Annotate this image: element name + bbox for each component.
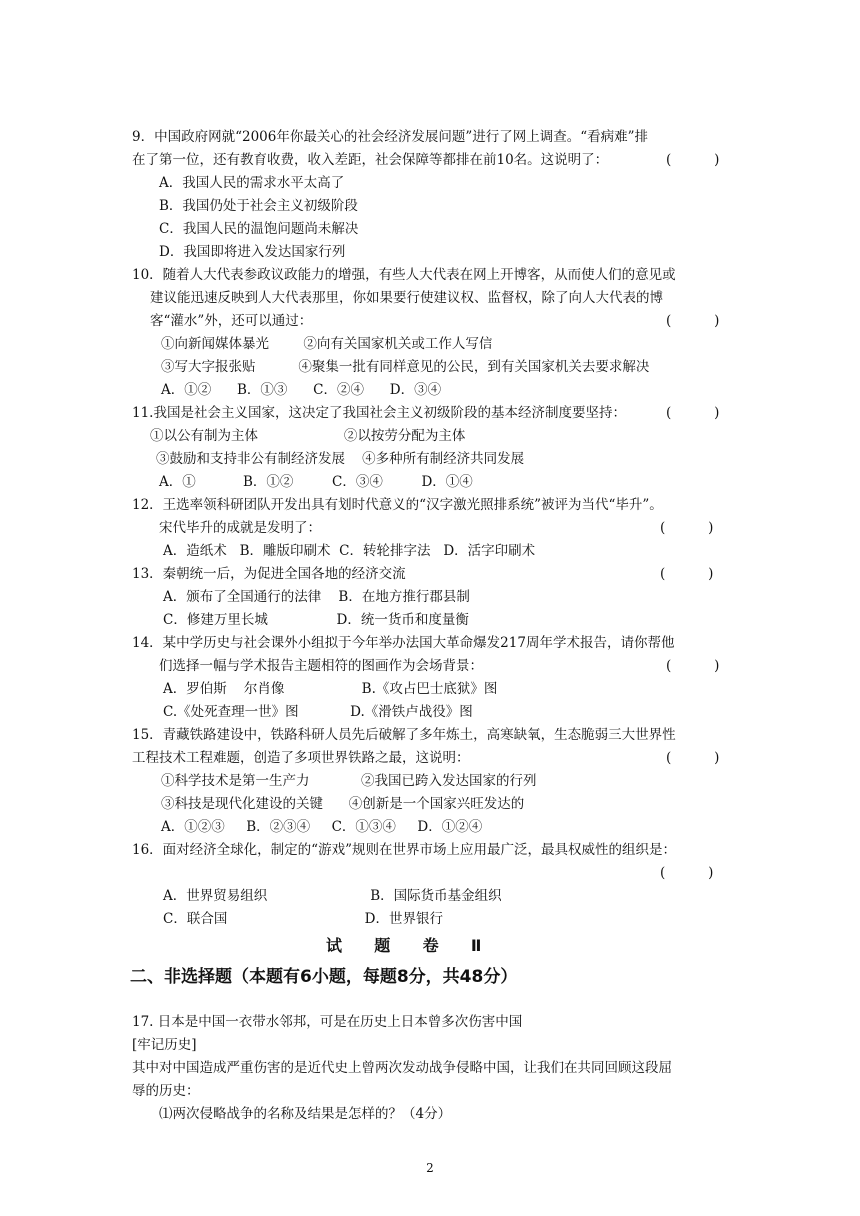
q12-answer-paren: ( ) xyxy=(660,520,714,536)
part2-title: 试 题 卷 Ⅱ xyxy=(326,936,484,955)
q10-items-row1: ①向新闻媒体暴光 ②向有关国家机关或工作人写信 xyxy=(161,336,493,352)
q14-line2: 们选择一幅与学术报告主题相符的图画作为会场背景： xyxy=(159,658,483,674)
q13-line1: 13．秦朝统一后，为促进全国各地的经济交流 xyxy=(132,566,406,582)
q11-answer-paren: ( ) xyxy=(666,405,720,421)
q10-options: A．①② B．①③ C．②④ D．③④ xyxy=(161,382,442,398)
q12-options: A．造纸术 B．雕版印刷术 C．转轮排字法 D．活字印刷术 xyxy=(163,543,536,559)
q9-option-c: C．我国人民的温饱问题尚未解决 xyxy=(159,221,359,237)
q15-line2: 工程技术工程难题，创造了多项世界铁路之最，这说明： xyxy=(132,750,470,766)
q10-line3: 客“灌水”外，还可以通过： xyxy=(150,313,313,329)
q17-line2: 其中对中国造成严重伤害的是近代史上曾两次发动战争侵略中国，让我们在共同回顾这段屈 xyxy=(132,1060,672,1076)
q15-items-row1: ①科学技术是第一生产力 ②我国已跨入发达国家的行列 xyxy=(161,773,537,789)
q16-line1: 16．面对经济全球化，制定的“游戏”规则在世界市场上应用最广泛，最具权威性的组织是： xyxy=(132,842,676,858)
q14-options-row1: A．罗伯斯 尔肖像 B.《攻占巴士底狱》图 xyxy=(163,681,498,697)
q15-answer-paren: ( ) xyxy=(666,750,720,766)
q14-options-row2: C.《处死查理一世》图 D.《滑铁卢战役》图 xyxy=(163,704,473,720)
section2-title: 二、非选择题（本题有6小题，每题8分，共48分） xyxy=(130,967,518,987)
q10-line2: 建议能迅速反映到人大代表那里，你如果要行使建议权、监督权，除了向人大代表的博 xyxy=(150,290,663,306)
q13-options-row2: C．修建万里长城 D．统一货币和度量衡 xyxy=(163,612,469,628)
q9-option-d: D．我国即将进入发达国家行列 xyxy=(159,244,346,260)
q10-answer-paren: ( ) xyxy=(666,313,720,329)
q16-options-row2: C．联合国 D．世界银行 xyxy=(163,911,443,927)
q17-tag: [牢记历史] xyxy=(132,1037,197,1053)
q17-sub1: ⑴两次侵略战争的名称及结果是怎样的？（4分） xyxy=(159,1106,452,1122)
q13-answer-paren: ( ) xyxy=(660,566,714,582)
q16-options-row1: A．世界贸易组织 B．国际货币基金组织 xyxy=(163,888,502,904)
q15-options: A．①②③ B．②③④ C．①③④ D．①②④ xyxy=(161,819,483,835)
page-number: 2 xyxy=(426,1161,434,1175)
q17-line3: 辱的历史： xyxy=(132,1083,200,1099)
q10-items-row2: ③写大字报张贴 ④聚集一批有同样意见的公民，到有关国家机关去要求解决 xyxy=(161,359,650,375)
q9-option-a: A．我国人民的需求水平太高了 xyxy=(159,175,345,191)
q12-line2: 宋代毕升的成就是发明了： xyxy=(159,520,321,536)
q14-answer-paren: ( ) xyxy=(666,658,720,674)
q15-items-row2: ③科技是现代化建设的关键 ④创新是一个国家兴旺发达的 xyxy=(161,796,525,812)
q11-items-row2: ③鼓励和支持非公有制经济发展 ④多种所有制经济共同发展 xyxy=(156,451,525,467)
q9-line1: 9．中国政府网就“2006年你最关心的社会经济发展问题”进行了网上调查。“看病难”排 xyxy=(132,129,649,145)
q12-line1: 12．王选率领科研团队开发出具有划时代意义的“汉字激光照排系统”被评为当代“毕升”。 xyxy=(132,497,663,513)
q11-line1: 11.我国是社会主义国家，这决定了我国社会主义初级阶段的基本经济制度要坚持： xyxy=(132,405,626,421)
q9-answer-paren: ( ) xyxy=(666,152,720,168)
q9-line2: 在了第一位，还有教育收费，收入差距，社会保障等都排在前10名。这说明了： xyxy=(132,152,609,168)
q10-line1: 10．随着人大代表参政议政能力的增强，有些人大代表在网上开博客，从而使人们的意见或 xyxy=(132,267,676,283)
q11-items-row1: ①以公有制为主体 ②以按劳分配为主体 xyxy=(150,428,466,444)
q15-line1: 15．青藏铁路建设中，铁路科研人员先后破解了多年炼土，高寒缺氧，生态脆弱三大世界性 xyxy=(132,727,676,743)
q17-line1: 17. 日本是中国一衣带水邻邦，可是在历史上日本曾多次伤害中国 xyxy=(132,1014,523,1030)
q14-line1: 14．某中学历史与社会课外小组拟于今年举办法国大革命爆发217周年学术报告，请你帮他 xyxy=(132,635,675,651)
q13-options-row1: A．颁布了全国通行的法律 B．在地方推行郡县制 xyxy=(163,589,470,605)
q11-options: A．① B．①② C．③④ D．①④ xyxy=(159,474,473,490)
q9-option-b: B．我国仍处于社会主义初级阶段 xyxy=(159,198,358,214)
q16-answer-paren: ( ) xyxy=(660,865,714,881)
